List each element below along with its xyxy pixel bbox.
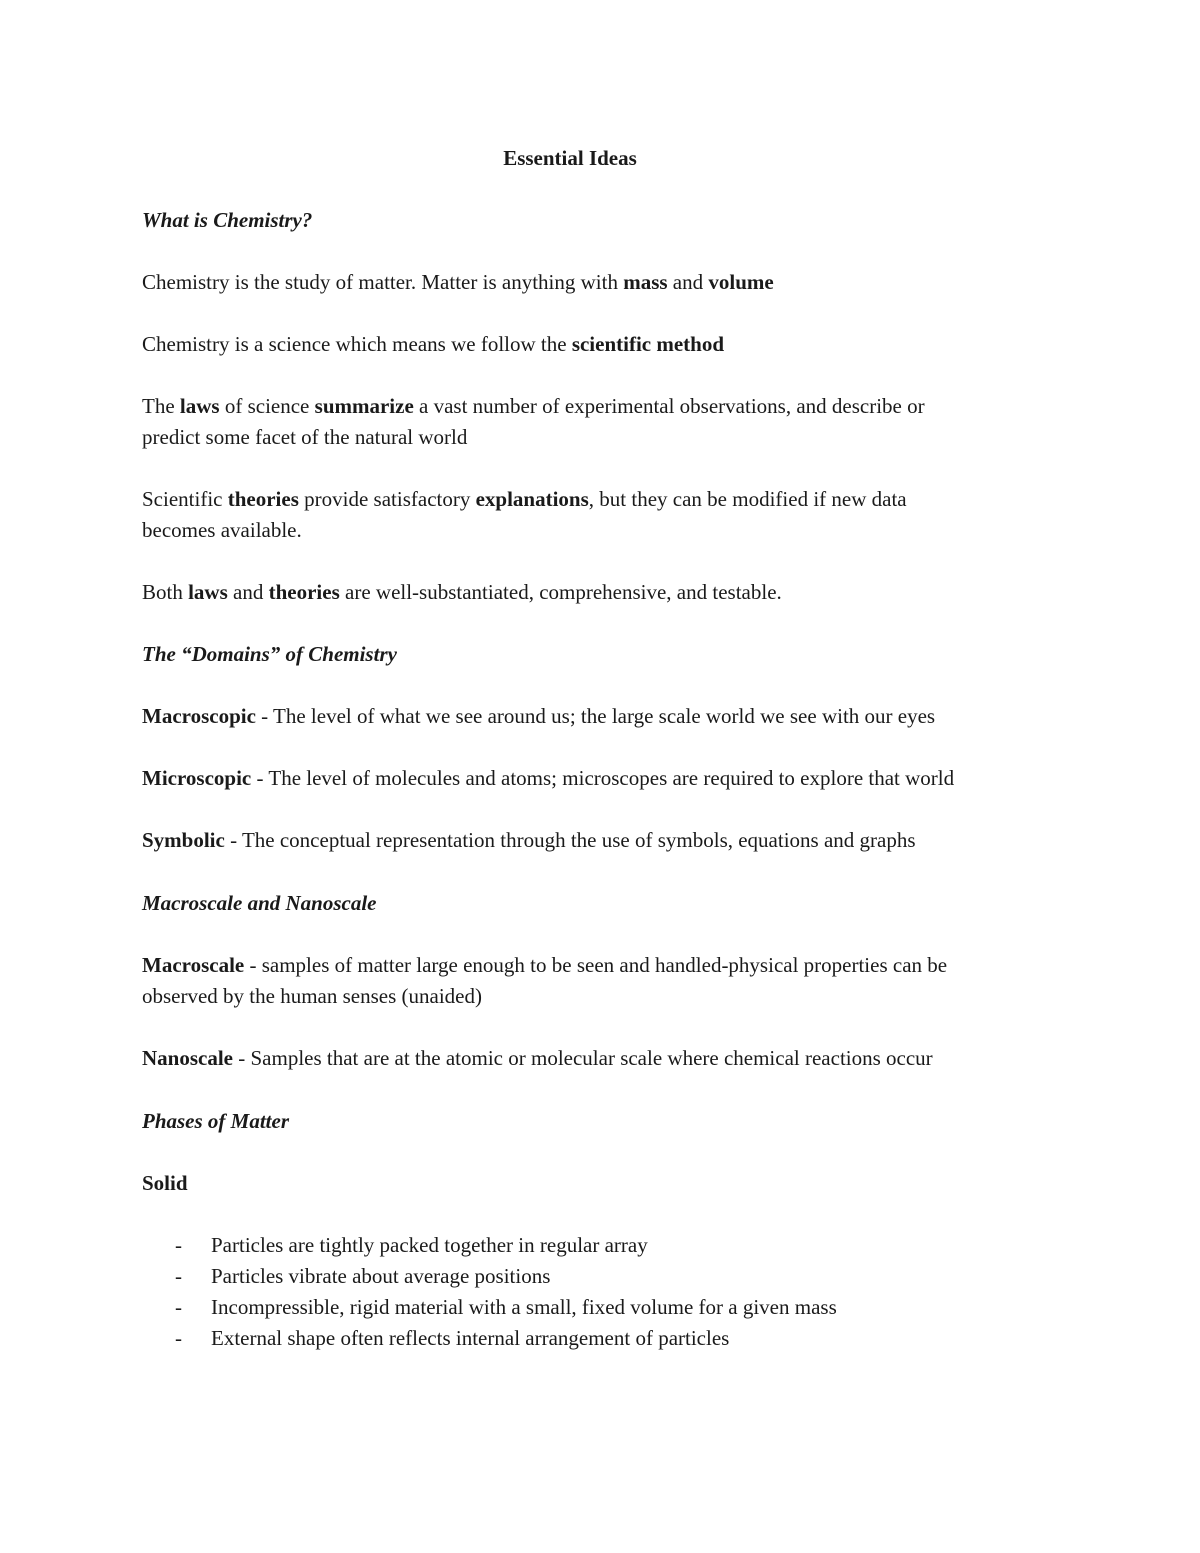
section-heading-domains: The “Domains” of Chemistry — [142, 642, 397, 666]
bold-term-summarize: summarize — [314, 394, 414, 418]
bold-term-theories: theories — [227, 487, 299, 511]
bold-term-mass: mass — [623, 270, 668, 294]
section-heading-what-is-chemistry: What is Chemistry? — [142, 208, 313, 232]
text: Chemistry is the study of matter. Matter is anything with — [142, 270, 624, 294]
definition-text: - The conceptual representation through the use of symbols, equations and graphs — [224, 828, 916, 852]
term-microscopic: Microscopic — [142, 766, 252, 790]
paragraph-scientific-method — [142, 329, 724, 360]
text: are well-substantiated, comprehensive, and testable. — [339, 580, 782, 604]
bold-term-laws: laws — [179, 394, 220, 418]
definition-text: - Samples that are at the atomic or molecular scale where chemical reactions occur — [233, 1046, 933, 1070]
list-item-text: Incompressible, rigid material with a small, fixed volume for a given mass — [211, 1295, 837, 1319]
bold-term-theories: theories — [268, 580, 340, 604]
text: The — [142, 394, 180, 418]
text: Both — [142, 580, 189, 604]
definition-microscopic — [142, 763, 954, 794]
bold-term-scientific-method: scientific method — [571, 332, 725, 356]
text: and — [667, 270, 709, 294]
paragraph-laws-line1 — [142, 391, 925, 422]
text: provide satisfactory — [298, 487, 476, 511]
definition-text: - The level of molecules and atoms; microscopes are required to explore that world — [251, 766, 955, 790]
paragraph-laws-and-theories — [142, 577, 782, 608]
list-item-text: Particles vibrate about average positions — [211, 1264, 551, 1288]
paragraph-theories-line2: becomes available. — [142, 518, 302, 542]
dash-bullet: - — [175, 1233, 182, 1257]
definition-nanoscale — [142, 1043, 933, 1074]
definition-text: - samples of matter large enough to be seen and handled-physical properties can be — [244, 953, 948, 977]
paragraph-laws-line2: predict some facet of the natural world — [142, 425, 468, 449]
definition-text: - The level of what we see around us; the large scale world we see with our eyes — [255, 704, 936, 728]
list-item-text: External shape often reflects internal arrangement of particles — [211, 1326, 730, 1350]
term-macroscale: Macroscale — [142, 953, 245, 977]
term-nanoscale: Nanoscale — [142, 1046, 233, 1070]
text: , but they can be modified if new data — [588, 487, 907, 511]
bold-term-volume: volume — [708, 270, 774, 294]
section-heading-scales: Macroscale and Nanoscale — [142, 891, 377, 915]
text: and — [227, 580, 269, 604]
section-heading-phases: Phases of Matter — [142, 1109, 289, 1133]
bold-term-laws: laws — [188, 580, 228, 604]
paragraph-theories-line1 — [142, 484, 907, 515]
document-title: Essential Ideas — [503, 146, 637, 170]
definition-macroscale-line1 — [142, 950, 947, 981]
text: a vast number of experimental observations, and describe or — [413, 394, 925, 418]
definition-macroscopic — [142, 701, 935, 732]
dash-bullet: - — [175, 1326, 182, 1350]
text: Chemistry is a science which means we follow the — [142, 332, 572, 356]
term-macroscopic: Macroscopic — [142, 704, 256, 728]
definition-macroscale-line2: observed by the human senses (unaided) — [142, 984, 482, 1008]
definition-symbolic — [142, 825, 916, 856]
dash-bullet: - — [175, 1264, 182, 1288]
list-item-text: Particles are tightly packed together in regular array — [211, 1233, 648, 1257]
bold-term-explanations: explanations — [475, 487, 589, 511]
subheading-solid: Solid — [142, 1171, 188, 1195]
term-symbolic: Symbolic — [142, 828, 225, 852]
text: of science — [219, 394, 315, 418]
dash-bullet: - — [175, 1295, 182, 1319]
paragraph-matter — [142, 267, 774, 298]
text: Scientific — [142, 487, 228, 511]
